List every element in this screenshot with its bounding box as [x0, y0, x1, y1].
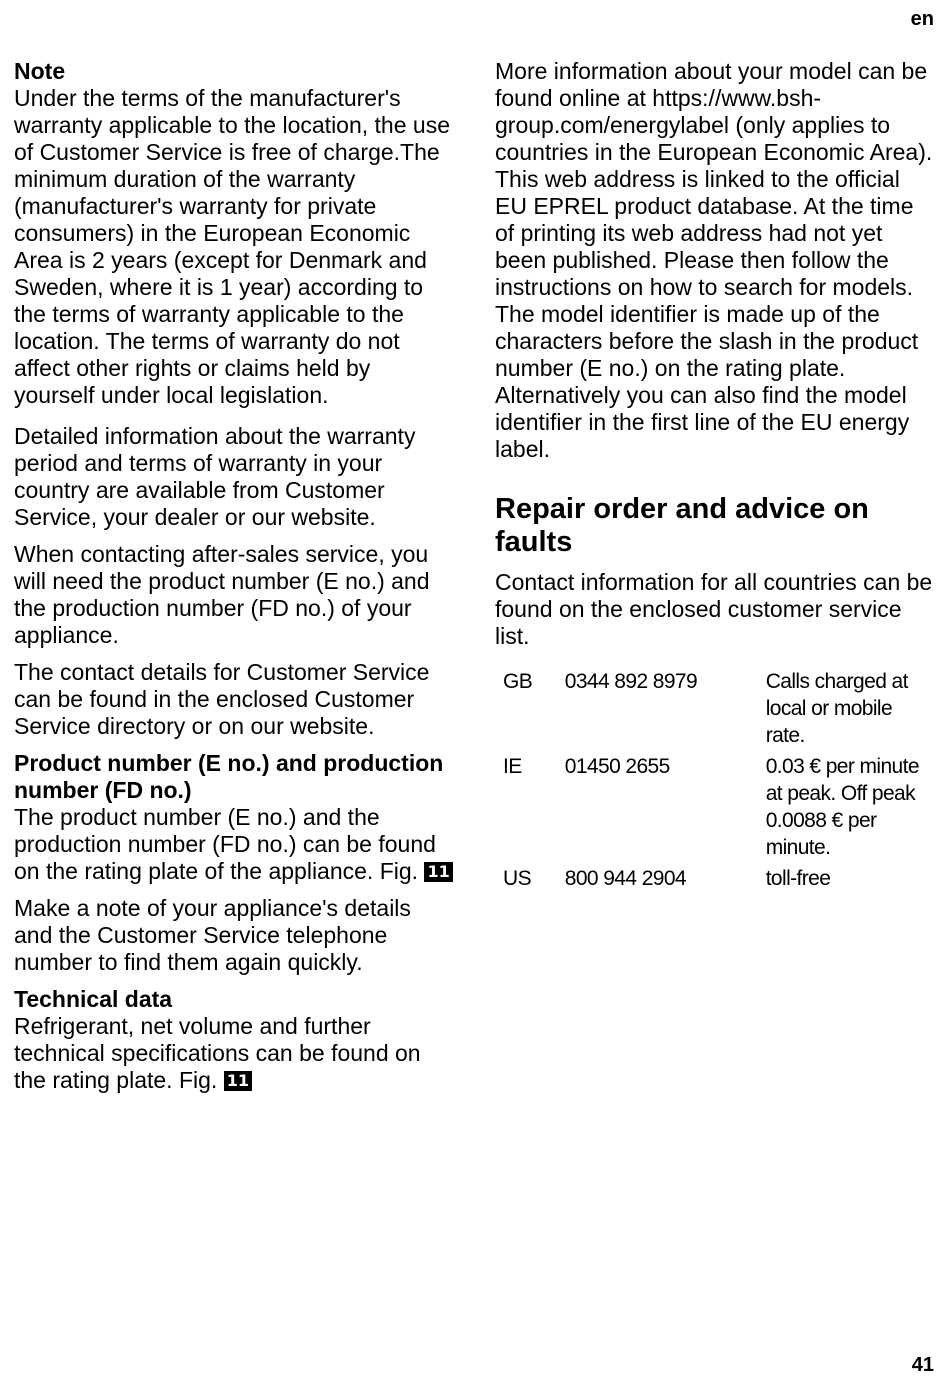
technical-data-text [14, 1013, 454, 1094]
after-sales-text: When contacting after-sales service, you will need the product number (E no.) and the production number (FD no.) of your appliance. [14, 541, 430, 648]
contact-details-text: The contact details for Customer Service can be found in the enclosed Customer Service directory or on our website. [14, 659, 430, 739]
page-number: 41 [911, 1354, 934, 1376]
phone-number: 800 944 2904 [564, 867, 687, 890]
figure-reference-icon: 11 [424, 862, 452, 882]
rate-note: 0.03 € per minute at peak. Off peak 0.0088 € per minute. [765, 755, 919, 859]
rate-note: Calls charged at local or mobile rate. [765, 670, 908, 747]
country-code: US [503, 867, 531, 890]
right-column [495, 58, 935, 896]
technical-data-heading: Technical data [14, 986, 173, 1012]
left-column [14, 58, 454, 1104]
rate-note: toll-free [765, 867, 831, 890]
language-label: en [910, 8, 934, 30]
contacts-table [495, 668, 935, 896]
repair-heading: Repair order and advice on faults [495, 493, 869, 558]
phone-number: 0344 892 8979 [564, 670, 698, 693]
table-row [495, 668, 935, 753]
product-number-body: The product number (E no.) and the production number (FD no.) can be found on the rating plate of the appliance. Fig. [14, 804, 436, 884]
make-note-text: Make a note of your appliance's details and the Customer Service telephone number to find them again quickly. [14, 895, 411, 975]
technical-data-body: Refrigerant, net volume and further technical specifications can be found on the rating plate. Fig. [14, 1013, 421, 1093]
product-number-text [14, 804, 454, 885]
warranty-info: Detailed information about the warranty period and terms of warranty in your country are available from Customer Service, your dealer or our website. [14, 423, 416, 530]
country-code: IE [503, 755, 522, 778]
phone-number: 01450 2655 [564, 755, 670, 778]
figure-reference-icon: 11 [224, 1071, 252, 1091]
note-heading: Note [14, 58, 66, 84]
country-code: GB [503, 670, 533, 693]
product-number-heading: Product number (E no.) and production number (FD no.) [14, 750, 444, 803]
note-text: Under the terms of the manufacturer's warranty applicable to the location, the use of Customer Service is free of charge.The minimum duration of the warranty (manufacturer's warranty for private consumers) in the European Economic Area is 2 years (except for Denmark and Sweden, where it is 1 year) according to the terms of warranty applicable to the location. The terms of warranty do not affect other rights or claims held by yourself under local legislation. [14, 85, 450, 408]
table-row [495, 865, 935, 896]
contact-info-text: Contact information for all countries can be found on the enclosed customer service list. [495, 569, 933, 649]
table-row [495, 753, 935, 865]
more-info-text: More information about your model can be found online at https://www.bsh-group.com/energylabel (only applies to countries in the European Economic Area). This web address is linked to the official EU EPREL product database. At the time of printing its web address had not yet been published. Please then follow the instructions on how to search for models. The model identifier is made up of the characters before the slash in the product number (E no.) on the rating plate. Alternatively you can also find the model identifier in the first line of the EU energy label. [495, 58, 933, 462]
